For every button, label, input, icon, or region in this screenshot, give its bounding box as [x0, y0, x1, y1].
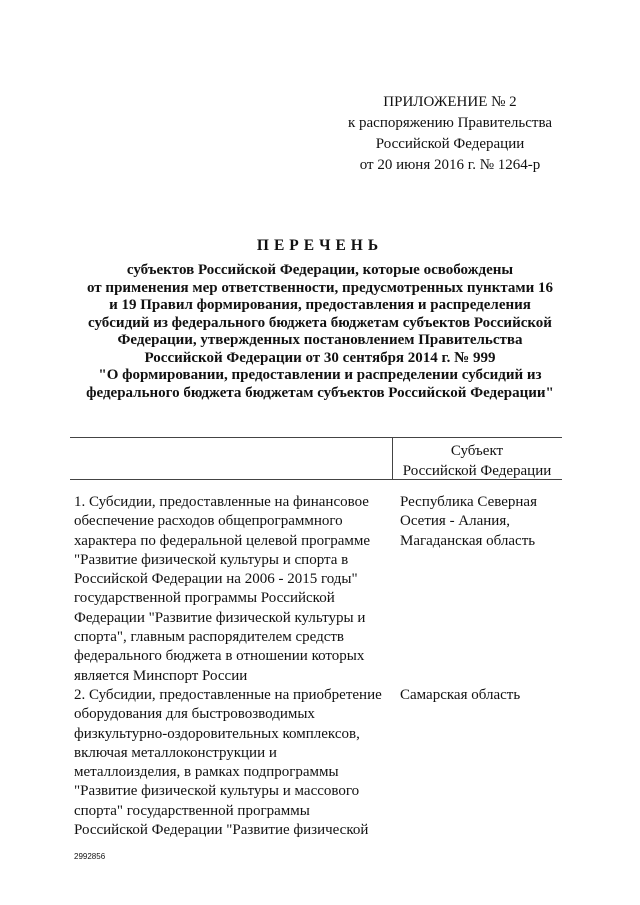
item-line: 1. Субсидии, предоставленные на финансовое — [74, 494, 369, 510]
appendix-header — [330, 92, 570, 176]
table-top-rule — [70, 437, 562, 438]
subject-line: Самарская область — [400, 687, 521, 703]
list-item-text — [74, 493, 394, 686]
subtitle-line: и 19 Правил формирования, предоставления и распределения — [109, 297, 531, 313]
list-item-text — [74, 686, 394, 840]
appendix-line: к распоряжению Правительства — [347, 115, 552, 131]
column-header-line: Субъект — [450, 443, 504, 459]
subject-column-header — [392, 441, 562, 481]
subtitle-line: субсидий из федерального бюджета бюджетам субъектов Российской — [88, 314, 552, 331]
item-line: характера по федеральной целевой программе — [74, 532, 371, 549]
subject-line: Магаданская область — [400, 532, 536, 549]
item-line: оборудования для быстровозводимых — [74, 706, 315, 723]
subtitle-line: "О формировании, предоставлении и распределении субсидий из — [98, 367, 542, 383]
subject-line: Республика Северная — [400, 494, 537, 510]
subtitle-line: от применения мер ответственности, предусмотренных пунктами 16 — [87, 279, 553, 296]
column-header-line: Российской Федерации — [402, 463, 552, 479]
item-line: металлоизделия, в рамках подпрограммы — [74, 764, 339, 781]
subtitle-line: Российской Федерации от 30 сентября 2014 г. № 999 — [144, 349, 496, 366]
item-line: спорта", главным распорядителем средств — [74, 629, 345, 646]
list-item-subject — [400, 493, 580, 551]
item-line: является Минспорт России — [74, 667, 248, 684]
subtitle-line: субъектов Российской Федерации, которые освобождены — [126, 262, 514, 278]
item-line: Российской Федерации "Развитие физической — [74, 822, 369, 839]
appendix-line: от 20 июня 2016 г. № 1264-р — [359, 157, 541, 173]
item-line: государственной программы Российской — [74, 590, 335, 607]
document-title: ПЕРЕЧЕНЬ — [256, 237, 384, 254]
document-code: 2992856 — [74, 852, 106, 861]
appendix-line: Российской Федерации — [375, 136, 525, 152]
item-line: Федерации "Развитие физической культуры и — [74, 609, 366, 626]
item-line: физкультурно-оздоровительных комплексов, — [74, 725, 360, 742]
item-line: "Развитие физической культуры и массового — [74, 783, 360, 800]
subtitle-line: федерального бюджета бюджетам субъектов Российской Федерации" — [86, 384, 554, 401]
item-line: "Развитие физической культуры и спорта в — [74, 551, 349, 568]
document-subtitle — [60, 262, 580, 402]
list-item-subject — [400, 686, 580, 705]
item-line: федерального бюджета в отношении которых — [74, 648, 365, 665]
subject-line: Осетия - Алания, — [400, 513, 510, 530]
item-line: спорта" государственной программы — [74, 802, 310, 819]
item-line: включая металлоконструкции и — [74, 744, 277, 761]
appendix-line: ПРИЛОЖЕНИЕ № 2 — [383, 94, 517, 110]
item-line: обеспечение расходов общепрограммного — [74, 513, 343, 530]
item-line: Российской Федерации на 2006 - 2015 годы" — [74, 571, 358, 588]
subtitle-line: Федерации, утвержденных постановлением Правительства — [117, 332, 523, 348]
item-line: 2. Субсидии, предоставленные на приобретение — [74, 687, 382, 703]
